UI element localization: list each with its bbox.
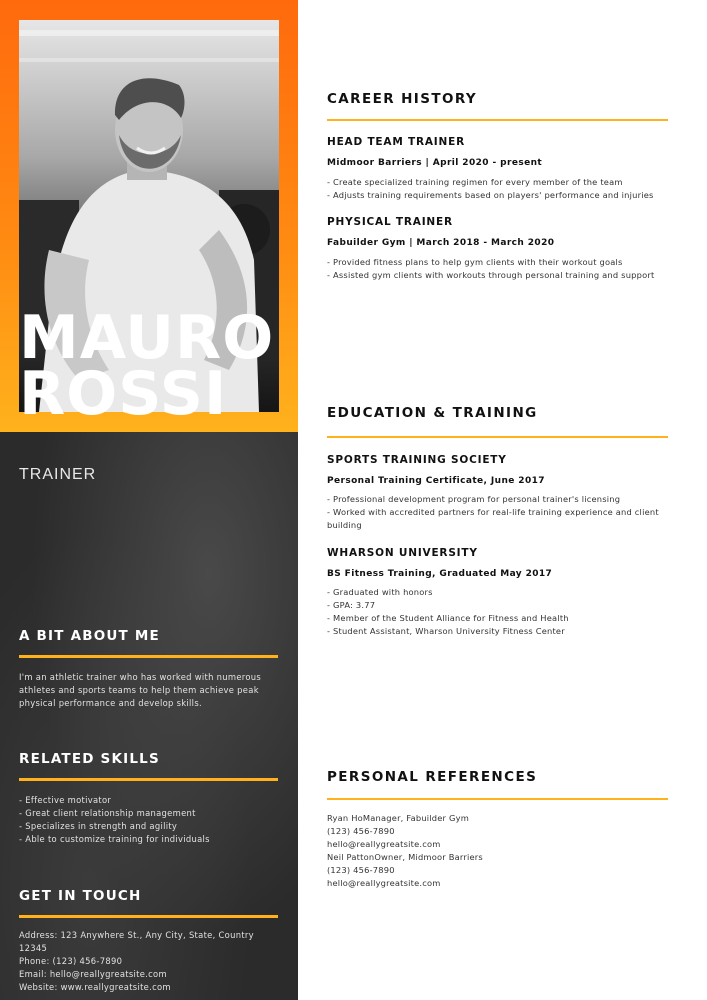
job-bullets-2 — [327, 256, 672, 282]
job-meta-1: Midmoor Barriers | April 2020 - present — [327, 158, 543, 168]
about-text: I'm an athletic trainer who has worked with numerous athletes and sports teams to help them achieve peak physical performance and develop skills. — [19, 672, 262, 708]
skill-item: - Specializes in strength and agility — [19, 821, 178, 831]
reference-line: (123) 456-7890 — [327, 826, 395, 836]
job-bullet: - Assisted gym clients with workouts through personal training and support — [327, 270, 655, 280]
job-bullet: - Provided fitness plans to help gym clients with their workout goals — [327, 257, 623, 267]
edu-title-1: SPORTS TRAINING SOCIETY — [327, 454, 507, 466]
contact-divider — [19, 915, 278, 918]
skill-item: - Great client relationship management — [19, 808, 196, 818]
reference-line: Ryan HoManager, Fabuilder Gym — [327, 813, 470, 823]
job-meta-2: Fabuilder Gym | March 2018 - March 2020 — [327, 238, 555, 248]
edu-bullet: - Student Assistant, Wharson University Fitness Center — [327, 626, 565, 636]
person-name — [19, 303, 275, 429]
skills-heading: RELATED SKILLS — [19, 751, 160, 767]
job-title-2: PHYSICAL TRAINER — [327, 216, 453, 228]
references-list — [327, 812, 672, 890]
skills-list — [19, 794, 281, 846]
contact-phone: Phone: (123) 456-7890 — [19, 956, 123, 966]
edu-bullet: - Member of the Student Alliance for Fitness and Health — [327, 613, 569, 623]
sidebar — [0, 0, 298, 1000]
edu-bullet: - Worked with accredited partners for real-life training experience and client building — [327, 507, 659, 530]
skill-item: - Effective motivator — [19, 795, 112, 805]
career-heading: CAREER HISTORY — [327, 91, 478, 107]
about-heading: A BIT ABOUT ME — [19, 628, 160, 644]
contact-heading: GET IN TOUCH — [19, 888, 142, 904]
edu-meta-1: Personal Training Certificate, June 2017 — [327, 476, 545, 486]
edu-bullet: - Professional development program for personal trainer's licensing — [327, 494, 621, 504]
about-divider — [19, 655, 278, 658]
reference-line: hello@reallygreatsite.com — [327, 839, 441, 849]
edu-title-2: WHARSON UNIVERSITY — [327, 547, 478, 559]
last-name: ROSSI — [19, 359, 228, 429]
edu-bullet: - Graduated with honors — [327, 587, 433, 597]
education-divider — [327, 436, 668, 438]
first-name: MAURO — [19, 303, 275, 373]
edu-bullets-1 — [327, 493, 672, 532]
skills-divider — [19, 778, 278, 781]
references-divider — [327, 798, 668, 800]
contact-email: Email: hello@reallygreatsite.com — [19, 969, 167, 979]
edu-bullet: - GPA: 3.77 — [327, 600, 376, 610]
job-bullet: - Adjusts training requirements based on players' performance and injuries — [327, 190, 654, 200]
edu-bullets-2 — [327, 586, 672, 638]
edu-meta-2: BS Fitness Training, Graduated May 2017 — [327, 569, 553, 579]
reference-line: (123) 456-7890 — [327, 865, 395, 875]
reference-line: Neil PattonOwner, Midmoor Barriers — [327, 852, 483, 862]
references-heading: PERSONAL REFERENCES — [327, 769, 538, 785]
job-title-1: HEAD TEAM TRAINER — [327, 136, 465, 148]
reference-line: hello@reallygreatsite.com — [327, 878, 441, 888]
education-heading: EDUCATION & TRAINING — [327, 405, 538, 421]
career-divider — [327, 119, 668, 121]
job-bullet: - Create specialized training regimen for every member of the team — [327, 177, 623, 187]
contact-address: Address: 123 Anywhere St., Any City, State, Country 12345 — [19, 930, 254, 953]
skill-item: - Able to customize training for individuals — [19, 834, 210, 844]
job-bullets-1 — [327, 176, 672, 202]
contact-details — [19, 929, 281, 994]
contact-website: Website: www.reallygreatsite.com — [19, 982, 171, 992]
job-title: TRAINER — [19, 466, 97, 483]
